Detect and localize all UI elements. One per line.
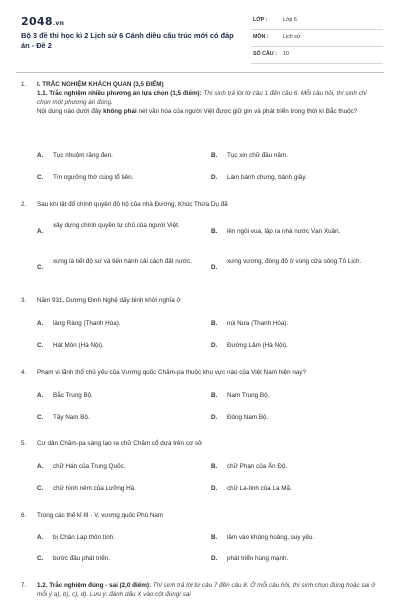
option-letter: C. — [37, 485, 44, 492]
subsection-title: 1.2. Trắc nghiệm đúng - sai (2,0 điểm): — [37, 582, 152, 589]
question-number: 3. — [21, 297, 27, 304]
option-letter: A. — [37, 534, 44, 541]
subsection-note: Thí sinh trả lời từ câu 7 đến câu 8. Ở mỗi câu hỏi, thí sinh chọn đúng hoặc sai ở mỗi ý a), b), c), d). Lưu ý: đánh dấu X vào cột đúng/ sai — [37, 582, 376, 599]
option-letter: A. — [37, 320, 44, 327]
option-text: chữ Phạn của Ấn Độ. — [227, 463, 288, 470]
meta-label: SỐ CÂU : — [253, 51, 277, 57]
option-letter: A. — [37, 463, 44, 470]
meta-value: Lớp 6 — [283, 17, 297, 23]
option-letter: B. — [211, 152, 218, 159]
option-letter: B. — [211, 534, 218, 541]
option-text: núi Nưa (Thanh Hóa). — [227, 320, 289, 327]
option-letter: D. — [211, 555, 218, 562]
option-letter: B. — [211, 320, 218, 327]
meta-row-subject — [251, 30, 383, 47]
question-stem: Năm 931, Dương Đình Nghệ dấy binh khởi nghĩa ở — [37, 297, 181, 304]
question-body — [37, 80, 381, 117]
option-text: Nam Trung Bộ. — [227, 392, 270, 399]
option-text: lên ngôi vua, lập ra nhà nước Vạn Xuân. — [227, 228, 341, 235]
option-text: Đường Lâm (Hà Nội). — [227, 342, 288, 349]
question-stem: Trong các thế kỉ III - V, vương quốc Phù Nam — [37, 512, 164, 519]
option-text: bước đầu phát triển. — [53, 555, 111, 562]
logo-main: 2048 — [21, 15, 53, 28]
question-number: 4. — [21, 369, 27, 376]
header-divider — [16, 72, 384, 73]
option-letter: D. — [211, 264, 218, 271]
option-letter: D. — [211, 174, 218, 181]
stem-emphasis: không phải — [103, 108, 137, 116]
option-text: chữ La-tinh của La Mã. — [227, 485, 292, 492]
option-text: Đông Nam Bộ. — [227, 414, 269, 421]
question-number: 1. — [21, 81, 27, 88]
meta-row-question-count — [251, 47, 383, 64]
stem-part: nét văn hóa của người Việt được giữ gìn và phát triển trong thời kì Bắc thuộc? — [136, 108, 358, 116]
question-stem: Phạm vi lãnh thổ chủ yếu của Vương quốc Chăm-pa thuộc khu vực nào của Việt Nam hiện nay? — [37, 369, 307, 376]
question-number: 2. — [21, 201, 27, 208]
question-number: 5. — [21, 440, 27, 447]
option-letter: C. — [37, 555, 44, 562]
option-letter: D. — [211, 342, 218, 349]
option-letter: C. — [37, 264, 44, 271]
option-text: bị Chân Lạp thôn tính. — [53, 534, 115, 541]
question-number: 7. — [21, 582, 27, 589]
subsection-note: Thí sinh trả lời từ câu 1 đến câu 6. Mỗi câu hỏi, thí sinh chỉ chọn một phương án đúng. — [37, 90, 367, 107]
option-text: làng Ràng (Thanh Hóa). — [53, 320, 121, 327]
option-letter: C. — [37, 342, 44, 349]
document-title: Bộ 3 đề thi học kì 2 Lịch sử 6 Cánh diều cấu trúc mới có đáp án - Đề 2 — [21, 31, 234, 51]
subsection-title: 1.1. Trắc nghiệm nhiều phương án lựa chọn (1,5 điểm): — [37, 90, 202, 98]
option-text: Tục xin chữ đầu năm. — [227, 152, 288, 159]
option-letter: B. — [211, 463, 218, 470]
option-letter: B. — [211, 392, 218, 399]
document-header — [0, 0, 400, 72]
option-text: xưng vương, đóng đô ở vùng cửa sông Tô Lịch. — [227, 258, 362, 265]
option-text: chữ Hán của Trung Quốc. — [53, 463, 126, 470]
site-logo[interactable] — [21, 14, 64, 30]
option-letter: D. — [211, 485, 218, 492]
question-stem: Cư dân Chăm-pa sáng tạo ra chữ Chăm cổ dựa trên cơ sở — [37, 440, 203, 447]
option-letter: C. — [37, 414, 44, 421]
option-text: Tục nhuộm răng đen. — [53, 152, 113, 159]
option-letter: C. — [37, 174, 44, 181]
subsection-instruction — [37, 89, 381, 107]
option-text: Tín ngưỡng thờ cúng tổ tiên. — [53, 174, 134, 181]
question-stem: Sau khi lật đổ chính quyền đô hộ của nhà Đường, Khúc Thừa Dụ đã — [37, 201, 228, 208]
question-number: 6. — [21, 512, 27, 519]
option-letter: A. — [37, 392, 44, 399]
option-letter: A. — [37, 152, 44, 159]
meta-label: LỚP : — [253, 17, 268, 23]
option-text: Làm bánh chưng, bánh giầy. — [227, 174, 307, 181]
option-text: phát triển hùng mạnh. — [227, 555, 289, 562]
meta-value: Lịch sử — [283, 34, 301, 40]
logo-tld: .vn — [52, 20, 65, 27]
option-text: Bắc Trung Bộ. — [53, 392, 93, 399]
stem-part: Nội dung nào dưới đây — [37, 108, 104, 116]
option-text: Tây Nam Bộ. — [53, 414, 90, 421]
option-letter: D. — [211, 414, 218, 421]
meta-row-grade — [251, 13, 383, 30]
option-letter: B. — [211, 228, 218, 235]
subsection-instruction — [37, 581, 381, 599]
meta-value: 10 — [283, 51, 289, 57]
meta-table — [251, 13, 383, 64]
option-text: chữ hình nêm của Lưỡng Hà. — [53, 485, 136, 492]
option-letter: A. — [37, 228, 44, 235]
section-title: I. TRẮC NGHIỆM KHÁCH QUAN (3,5 ĐIỂM) — [37, 81, 164, 88]
option-text: xây dựng chính quyền tự chủ của người Việt. — [53, 222, 180, 229]
option-text: lâm vào khủng hoảng, suy yếu. — [227, 534, 315, 541]
option-text: Hát Môn (Hà Nội). — [53, 342, 104, 349]
option-text: xưng là tiết độ sứ và tiến hành cải cách đất nước. — [53, 258, 192, 265]
meta-label: MÔN : — [253, 34, 269, 40]
question-stem — [37, 107, 381, 116]
